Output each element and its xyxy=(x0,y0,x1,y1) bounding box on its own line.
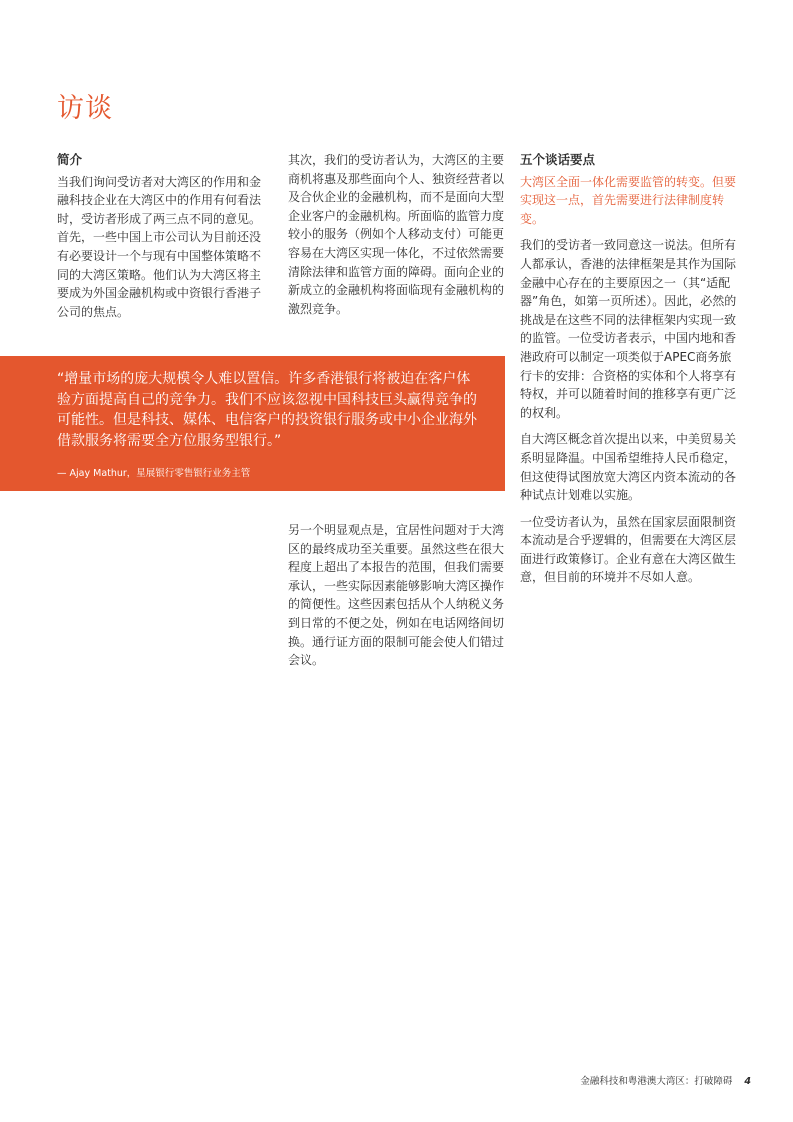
quote-attribution: — Ajay Mathur，星展银行零售银行业务主管 xyxy=(57,468,251,480)
page-number: 4 xyxy=(744,1076,751,1087)
body-paragraph: 自大湾区概念首次提出以来，中美贸易关系明显降温。中国希望维持人民币稳定，但这使得试图放宽大湾区内资本流动的各种试点计划难以实施。 xyxy=(520,432,737,503)
key-points-column xyxy=(520,151,738,595)
page-footer xyxy=(580,1073,751,1087)
key-points-heading: 五个谈话要点 xyxy=(520,152,596,167)
key-point-highlight: 大湾区全面一体化需要监管的转变。但要实现这一点，首先需要进行法律制度转变。 xyxy=(520,174,737,226)
quote-text: “增量市场的庞大规模令人难以置信。许多香港银行将被迫在客户体验方面提高自己的竞争力。我们不应该忽视中国科技巨头赢得竞争的可能性。但是科技、媒体、电信客户的投资银行服务或中小企业海外借款服务将需要全方位服务型银行。” xyxy=(57,371,477,449)
intro-column xyxy=(57,151,271,329)
footer-doc-title: 金融科技和粤港澳大湾区：打破障碍 xyxy=(580,1076,733,1087)
body-paragraph: 我们的受访者一致同意这一说法。但所有人都承认，香港的法律框架是其作为国际金融中心存在的主要原因之一（其“适配器”角色，如第一页所述）。因此，必然的挑战是在这些不同的法律框架内实现一致的监管。一位受访者表示，中国内地和香港政府可以制定一项类似于APEC商务旅行卡的安排：合资格的实体和个人将享有特权，并可以随着时间的推移享有更广泛的权利。 xyxy=(520,238,737,420)
body-paragraph: 其次，我们的受访者认为，大湾区的主要商机将惠及那些面向个人、独资经营者以及合伙企业的金融机构，而不是面向大型企业客户的金融机构。所面临的监管力度较小的服务（例如个人移动支付）可能更容易在大湾区实现一体化，不过依然需要清除法律和监管方面的障碍。面向企业的新成立的金融机构将面临现有金融机构的激烈竞争。 xyxy=(288,153,505,316)
intro-heading: 简介 xyxy=(57,152,83,167)
body-paragraph: 另一个明显观点是，宜居性问题对于大湾区的最终成功至关重要。虽然这些在很大程度上超出了本报告的范围，但我们需要承认，一些实际因素能够影响大湾区操作的简便性。这些因素包括从个人纳税义务到日常的不便之处，例如在电话网络间切换。通行证方面的限制可能会使人们错过会议。 xyxy=(288,523,505,668)
page-title: 访谈 xyxy=(57,93,113,124)
body-paragraph: 一位受访者认为，虽然在国家层面限制资本流动是合乎逻辑的，但需要在大湾区层面进行政策修订。企业有意在大湾区做生意，但目前的环境并不尽如人意。 xyxy=(520,514,737,585)
intro-paragraph: 当我们询问受访者对大湾区的作用和金融科技企业在大湾区中的作用有何看法时，受访者形成了两三点不同的意见。首先，一些中国上市公司认为目前还没有必要设计一个与现有中国整体策略不同的大湾区策略。他们认为大湾区将主要成为外国金融机构或中资银行香港子公司的焦点。 xyxy=(57,174,262,319)
middle-column-bottom xyxy=(288,521,504,678)
middle-column-top xyxy=(288,151,504,326)
pull-quote xyxy=(0,356,505,491)
